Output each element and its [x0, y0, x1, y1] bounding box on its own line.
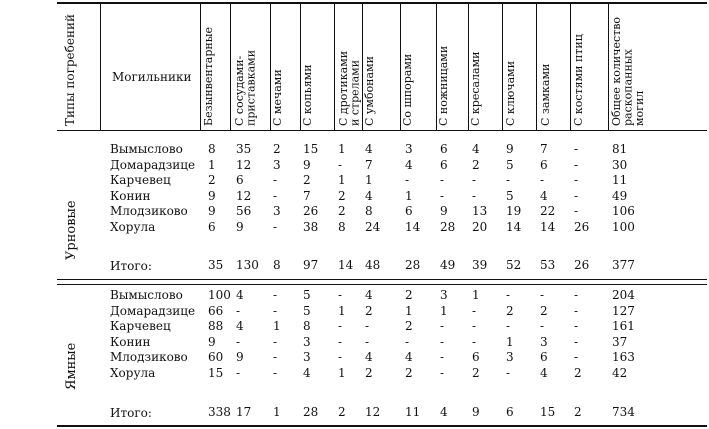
site-name: Домарадзице — [110, 157, 196, 172]
table-cell: 30 — [612, 157, 628, 172]
header-column-divider — [536, 3, 537, 130]
site-name: Вымыслово — [110, 288, 183, 302]
table-cell: 11 — [612, 173, 628, 187]
column-header: Со шпорами — [401, 53, 414, 126]
table-cell: 13 — [472, 204, 488, 218]
group-label-pit: Ямные — [64, 342, 79, 390]
table-cell: 100 — [208, 288, 231, 302]
table-cell: - — [365, 319, 370, 333]
table-cell: 4 — [365, 142, 373, 156]
table-cell: 8 — [365, 204, 373, 218]
table-cell: 2 — [338, 188, 346, 203]
total-cell: 26 — [574, 258, 590, 272]
table-cell: 127 — [612, 303, 635, 318]
table-cell: - — [338, 157, 343, 172]
table-cell: 4 — [365, 188, 373, 203]
table-cell: 6 — [540, 350, 548, 364]
column-header: С кресалами — [469, 51, 482, 126]
site-name: Карчевец — [110, 319, 171, 333]
table-cell: 3 — [273, 157, 281, 172]
table-cell: 7 — [365, 157, 373, 172]
table-cell: 4 — [472, 142, 480, 156]
table-cell: 4 — [540, 188, 548, 203]
site-name: Вымыслово — [110, 142, 183, 156]
group-divider-rule — [57, 279, 707, 280]
table-cell: - — [440, 334, 445, 349]
table-cell: - — [273, 350, 278, 364]
header-column-divider — [570, 3, 571, 130]
table-cell: 204 — [612, 288, 635, 302]
table-cell: 3 — [303, 350, 311, 364]
table-cell: 1 — [338, 142, 346, 156]
table-top-rule — [57, 2, 707, 4]
table-cell: 4 — [405, 350, 413, 364]
table-cell: - — [472, 173, 477, 187]
header-column-divider — [230, 3, 231, 130]
total-cell: 17 — [236, 405, 252, 419]
table-cell: 88 — [208, 319, 224, 333]
table-cell: - — [338, 350, 343, 364]
table-cell: 3 — [540, 334, 548, 349]
table-cell: - — [405, 173, 410, 187]
site-name: Конин — [110, 334, 151, 349]
table-cell: - — [365, 334, 370, 349]
table-cell: - — [472, 303, 477, 318]
table-cell: 1 — [472, 288, 480, 302]
table-cell: 6 — [208, 219, 216, 234]
table-cell: 4 — [236, 288, 244, 302]
header-column-divider — [608, 3, 609, 130]
total-cell: 377 — [612, 258, 635, 272]
total-cell: 2 — [574, 405, 582, 419]
table-cell: 5 — [506, 188, 514, 203]
table-cell: - — [574, 288, 579, 302]
total-cell: 12 — [365, 405, 381, 419]
table-cell: 4 — [303, 365, 311, 380]
table-cell: 14 — [506, 219, 522, 234]
total-cell: 15 — [540, 405, 556, 419]
column-header: С ключами — [504, 60, 517, 126]
table-cell: - — [506, 288, 511, 302]
table-cell: 19 — [506, 204, 522, 218]
table-cell: 37 — [612, 334, 628, 349]
header-bottom-rule — [57, 130, 707, 131]
table-cell: - — [440, 319, 445, 333]
table-cell: 2 — [574, 365, 582, 380]
table-cell: 1 — [273, 319, 281, 333]
table-cell: - — [273, 334, 278, 349]
table-cell: 6 — [440, 157, 448, 172]
table-cell: 12 — [236, 188, 252, 203]
total-cell: 97 — [303, 258, 319, 272]
table-cell: 2 — [472, 157, 480, 172]
table-cell: 1 — [405, 188, 413, 203]
table-cell: 6 — [472, 350, 480, 364]
table-cell: - — [440, 365, 445, 380]
table-cell: 9 — [303, 157, 311, 172]
graves-header: Могильники — [112, 70, 192, 84]
table-cell: 4 — [405, 157, 413, 172]
site-name: Хорула — [110, 219, 156, 234]
table-cell: 3 — [440, 288, 448, 302]
total-cell: 35 — [208, 258, 224, 272]
table-cell: 7 — [303, 188, 311, 203]
table-cell: - — [273, 303, 278, 318]
types-header: Типы погребений — [63, 14, 77, 126]
header-column-divider — [334, 3, 335, 130]
table-cell: 56 — [236, 204, 252, 218]
table-cell: 6 — [540, 157, 548, 172]
table-cell: - — [236, 303, 241, 318]
table-cell: - — [405, 334, 410, 349]
group-label-urn: Урновые — [64, 200, 79, 260]
site-name: Карчевец — [110, 173, 171, 187]
table-cell: - — [574, 319, 579, 333]
table-cell: 7 — [540, 142, 548, 156]
total-cell: 8 — [273, 258, 281, 272]
table-cell: 66 — [208, 303, 224, 318]
table-cell: 9 — [208, 204, 216, 218]
table-cell: 106 — [612, 204, 635, 218]
table-cell: - — [472, 334, 477, 349]
table-cell: - — [472, 188, 477, 203]
table-cell: - — [506, 319, 511, 333]
table-cell: 3 — [405, 142, 413, 156]
table-cell: - — [574, 157, 579, 172]
table-cell: 8 — [303, 319, 311, 333]
table-cell: - — [540, 319, 545, 333]
table-cell: - — [506, 365, 511, 380]
total-label: Итого: — [110, 259, 152, 273]
table-cell: 12 — [236, 157, 252, 172]
column-header: Общее количество раскопанных могил — [610, 16, 647, 126]
table-cell: 6 — [236, 173, 244, 187]
column-header: С замками — [539, 63, 552, 126]
table-cell: 2 — [472, 365, 480, 380]
table-cell: 100 — [612, 219, 635, 234]
site-name: Млодзиково — [110, 204, 188, 218]
table-cell: 81 — [612, 142, 628, 156]
table-cell: 1 — [338, 365, 346, 380]
table-cell: 1 — [506, 334, 514, 349]
table-cell: 24 — [365, 219, 381, 234]
table-cell: - — [273, 173, 278, 187]
header-column-divider — [200, 3, 201, 130]
total-cell: 53 — [540, 258, 556, 272]
table-cell: - — [574, 303, 579, 318]
header-column-divider — [502, 3, 503, 130]
table-cell: 9 — [506, 142, 514, 156]
table-cell: - — [472, 319, 477, 333]
table-cell: 161 — [612, 319, 635, 333]
table-cell: 2 — [405, 288, 413, 302]
group-divider-rule-2 — [57, 284, 707, 285]
total-cell: 48 — [365, 258, 381, 272]
column-header: Безынвентарные — [202, 27, 215, 126]
table-cell: - — [338, 288, 343, 302]
table-cell: 2 — [208, 173, 216, 187]
table-cell: 4 — [365, 288, 373, 302]
table-cell: 14 — [540, 219, 556, 234]
total-cell: 338 — [208, 405, 231, 419]
table-cell: 2 — [405, 365, 413, 380]
table-cell: 49 — [612, 188, 628, 203]
site-name: Млодзиково — [110, 350, 188, 364]
table-cell: - — [338, 334, 343, 349]
table-cell: 2 — [365, 365, 373, 380]
table-cell: 5 — [303, 288, 311, 302]
table-cell: - — [574, 188, 579, 203]
table-cell: - — [574, 350, 579, 364]
table-cell: 2 — [273, 142, 281, 156]
table-cell: 3 — [273, 204, 281, 218]
table-cell: 3 — [303, 334, 311, 349]
table-cell: 4 — [236, 319, 244, 333]
total-cell: 9 — [472, 405, 480, 419]
table-cell: - — [440, 350, 445, 364]
column-header: С сосудами- приставками — [233, 49, 258, 126]
total-cell: 28 — [303, 405, 319, 419]
table-cell: 5 — [506, 157, 514, 172]
table-cell: 2 — [303, 173, 311, 187]
table-cell: - — [440, 188, 445, 203]
table-cell: - — [273, 288, 278, 302]
total-cell: 1 — [273, 405, 281, 419]
total-cell: 2 — [338, 405, 346, 419]
table-cell: - — [574, 334, 579, 349]
table-cell: 2 — [338, 204, 346, 218]
column-header: С копьями — [301, 64, 314, 126]
table-cell: 22 — [540, 204, 556, 218]
table-cell: 2 — [506, 303, 514, 318]
table-cell: 9 — [440, 204, 448, 218]
table-cell: 3 — [506, 350, 514, 364]
table-cell: - — [236, 365, 241, 380]
table-cell: 2 — [540, 303, 548, 318]
table-cell: - — [338, 319, 343, 333]
table-cell: 5 — [303, 303, 311, 318]
table-cell: - — [440, 173, 445, 187]
table-cell: 9 — [236, 350, 244, 364]
table-cell: 1 — [208, 157, 216, 172]
table-cell: 26 — [303, 204, 319, 218]
total-cell: 6 — [506, 405, 514, 419]
column-header: С мечами — [271, 69, 284, 126]
table-cell: 15 — [303, 142, 319, 156]
table-cell: 9 — [208, 334, 216, 349]
site-name: Хорула — [110, 365, 156, 380]
table-cell: 8 — [338, 219, 346, 234]
total-cell: 49 — [440, 258, 456, 272]
total-cell: 28 — [405, 258, 421, 272]
table-cell: - — [506, 173, 511, 187]
table-cell: - — [273, 365, 278, 380]
table-cell: - — [574, 142, 579, 156]
column-header: С костями птиц — [572, 34, 585, 126]
total-label: Итого: — [110, 406, 152, 420]
table-cell: 8 — [208, 142, 216, 156]
table-cell: 6 — [440, 142, 448, 156]
table-cell: 1 — [440, 303, 448, 318]
table-cell: - — [273, 188, 278, 203]
table-cell: - — [540, 173, 545, 187]
total-cell: 39 — [472, 258, 488, 272]
table-cell: - — [540, 288, 545, 302]
table-cell: - — [236, 334, 241, 349]
table-cell: 14 — [405, 219, 421, 234]
table-cell: 20 — [472, 219, 488, 234]
header-column-divider — [100, 3, 101, 130]
table-cell: 1 — [338, 303, 346, 318]
table-cell: 1 — [365, 173, 373, 187]
table-cell: 1 — [338, 173, 346, 187]
table-cell: 26 — [574, 219, 590, 234]
total-cell: 4 — [440, 405, 448, 419]
table-cell: 28 — [440, 219, 456, 234]
total-cell: 11 — [405, 405, 421, 419]
table-cell: 38 — [303, 219, 319, 234]
site-name: Конин — [110, 188, 151, 203]
table-cell: 15 — [208, 365, 224, 380]
column-header: С умбонами — [363, 56, 376, 126]
total-cell: 130 — [236, 258, 259, 272]
table-cell: 2 — [365, 303, 373, 318]
total-cell: 14 — [338, 258, 354, 272]
table-cell: 1 — [405, 303, 413, 318]
site-name: Домарадзице — [110, 303, 196, 318]
table-cell: 9 — [236, 219, 244, 234]
table-cell: - — [574, 204, 579, 218]
table-cell: 2 — [405, 319, 413, 333]
table-cell: 6 — [405, 204, 413, 218]
table-cell: 60 — [208, 350, 224, 364]
table-cell: 42 — [612, 365, 628, 380]
table-cell: 35 — [236, 142, 252, 156]
total-cell: 734 — [612, 405, 635, 419]
column-header: С ножницами — [437, 45, 450, 126]
table-cell: - — [273, 219, 278, 234]
table-cell: 4 — [540, 365, 548, 380]
table-cell: 4 — [365, 350, 373, 364]
table-cell: 9 — [208, 188, 216, 203]
table-cell: 163 — [612, 350, 635, 364]
column-header: С дротиками и стрелами — [337, 50, 362, 126]
table-bottom-rule — [57, 425, 707, 427]
total-cell: 52 — [506, 258, 522, 272]
table-cell: - — [574, 173, 579, 187]
